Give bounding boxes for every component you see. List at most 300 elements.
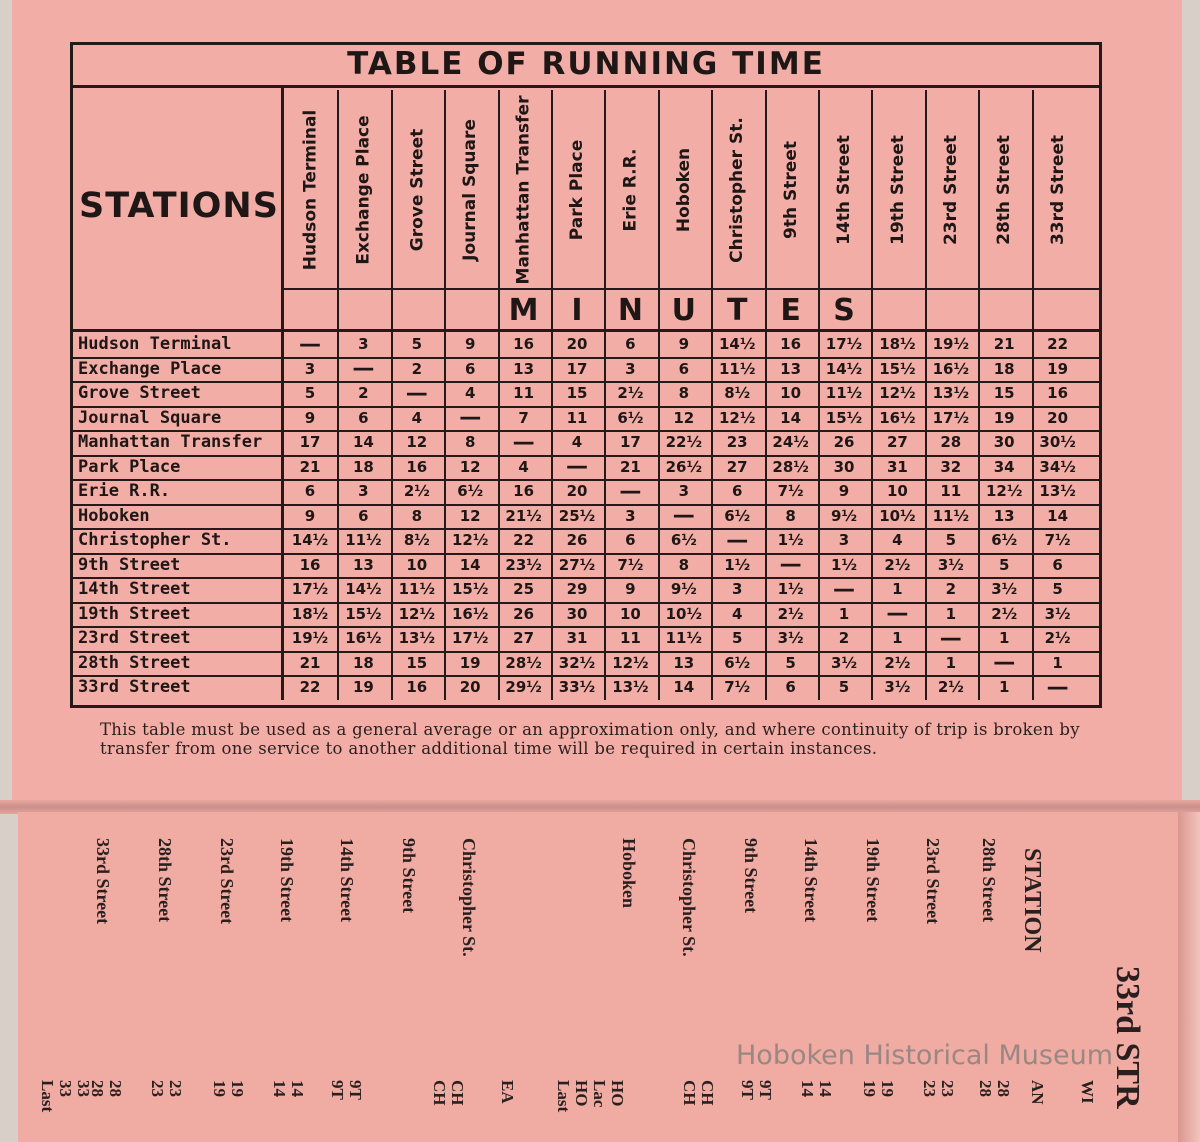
time-cell: 18½ <box>879 335 916 353</box>
time-cell: 6½ <box>991 531 1018 549</box>
timetable-code: CH <box>448 1080 467 1106</box>
museum-watermark: Hoboken Historical Museum <box>736 1040 1114 1071</box>
station-label: 23rd Street <box>923 838 943 925</box>
column-header-label: Hudson Terminal <box>300 109 321 271</box>
table-title: TABLE OF RUNNING TIME <box>70 42 1102 88</box>
time-cell: 3½ <box>1044 604 1071 623</box>
column-header <box>604 92 656 288</box>
time-cell: 20 <box>1047 408 1069 427</box>
time-cell: 19 <box>993 408 1015 427</box>
time-cell: 6 <box>678 359 690 378</box>
time-cell: 3 <box>304 359 316 378</box>
time-cell: 2 <box>358 384 369 402</box>
timetable-code: 14 <box>270 1080 289 1097</box>
station-label: 19th Street <box>277 838 297 923</box>
column-header <box>658 92 710 288</box>
timetable-code: 14 <box>288 1080 307 1097</box>
column-header-label: Grove Street <box>406 128 427 252</box>
station-row-label: Christopher St. <box>78 530 232 550</box>
time-cell: 2 <box>838 629 850 647</box>
column-header <box>711 92 763 288</box>
time-cell: 32½ <box>558 653 596 672</box>
station-row-label: 19th Street <box>78 603 191 624</box>
time-cell: 12½ <box>985 482 1023 500</box>
time-cell: 13½ <box>398 629 435 647</box>
time-cell: 16 <box>406 678 428 696</box>
time-cell: 10 <box>406 555 428 574</box>
time-cell: 28½ <box>772 457 809 476</box>
column-header-label: Hoboken <box>673 147 694 233</box>
timetable-code: 19 <box>210 1080 229 1097</box>
time-cell: — <box>993 650 1016 675</box>
time-cell: — <box>619 478 642 504</box>
column-header <box>1032 92 1084 288</box>
timetable-code: 9T <box>328 1080 347 1100</box>
time-cell: 29 <box>566 580 588 598</box>
time-cell: 19 <box>352 678 374 696</box>
time-cell: 17½ <box>932 408 969 427</box>
time-cell: 19½ <box>932 335 969 353</box>
column-header-label: 14th Street <box>834 135 854 245</box>
time-cell: — <box>726 527 749 553</box>
time-cell: 5 <box>945 531 957 549</box>
time-cell: 19 <box>459 653 481 672</box>
station-label: Hoboken <box>619 838 639 909</box>
time-cell: 2½ <box>403 482 430 500</box>
time-cell: 23½ <box>505 555 542 574</box>
time-cell: 33½ <box>558 678 596 696</box>
time-cell: 30½ <box>1039 433 1076 451</box>
column-header-label: 9th Street <box>780 141 801 239</box>
time-cell: 14 <box>352 433 374 451</box>
time-cell: 1 <box>945 604 957 623</box>
time-cell: 9½ <box>670 580 697 598</box>
time-cell: 11 <box>940 482 962 500</box>
time-cell: 17 <box>299 433 321 451</box>
station-row-label: Exchange Place <box>78 358 222 379</box>
time-cell: 14½ <box>718 335 756 353</box>
time-cell: 20 <box>566 335 588 353</box>
timetable-code: 19 <box>878 1080 897 1097</box>
station-label: Christopher St. <box>679 838 699 957</box>
time-cell: 4 <box>731 604 743 623</box>
time-cell: 3½ <box>777 629 804 647</box>
timetable-code: 9T <box>346 1080 365 1100</box>
time-cell: 11½ <box>398 580 435 598</box>
time-cell: — <box>886 601 909 626</box>
time-cell: 14 <box>1047 506 1069 525</box>
minutes-header-letter: S <box>833 292 855 328</box>
time-cell: 10 <box>619 604 641 623</box>
timetable-code: 14 <box>798 1080 817 1097</box>
time-cell: 27 <box>513 629 535 647</box>
time-cell: 13½ <box>612 678 649 696</box>
time-cell: 10 <box>886 482 908 500</box>
time-cell: 13½ <box>932 384 969 402</box>
time-cell: 9 <box>304 506 316 525</box>
time-cell: 12 <box>406 433 428 451</box>
minutes-header-letter: I <box>571 292 583 328</box>
time-cell: — <box>939 625 962 651</box>
time-cell: 16½ <box>451 604 489 623</box>
time-cell: 2½ <box>991 604 1018 623</box>
minutes-header-letter: E <box>780 292 801 328</box>
station-row-label: Park Place <box>78 456 181 477</box>
time-cell: 8 <box>785 506 796 525</box>
time-cell: 17½ <box>451 629 489 647</box>
time-cell: 18 <box>352 457 374 476</box>
column-header-label: Journal Square <box>460 119 481 261</box>
time-cell: 17 <box>619 433 641 451</box>
timetable-code: 14 <box>816 1080 835 1097</box>
time-cell: 27 <box>726 457 748 476</box>
timetable-code: 28 <box>994 1080 1013 1097</box>
station-label: 33rd Street <box>93 838 113 925</box>
time-cell: 13 <box>352 555 374 574</box>
timetable-code: EA <box>498 1080 517 1104</box>
station-label: Christopher St. <box>459 838 479 957</box>
time-cell: 21 <box>993 335 1015 353</box>
time-cell: 6½ <box>670 531 697 549</box>
time-cell: — <box>1046 674 1069 700</box>
column-header <box>925 92 977 288</box>
station-label: 14th Street <box>337 838 357 923</box>
time-cell: 14½ <box>345 580 382 598</box>
time-cell: 3 <box>678 482 690 500</box>
time-cell: 11½ <box>665 629 702 647</box>
page-edge <box>1178 812 1200 1142</box>
timetable-code: CH <box>430 1080 449 1106</box>
column-header <box>978 92 1030 288</box>
time-cell: — <box>833 576 855 602</box>
station-row-label: Grove Street <box>78 383 201 403</box>
time-cell: 28½ <box>505 653 542 672</box>
time-cell: 19½ <box>291 629 329 647</box>
time-cell: 16 <box>513 335 535 353</box>
time-cell: 14½ <box>825 359 863 378</box>
time-cell: — <box>352 356 375 381</box>
time-cell: 3½ <box>884 678 911 696</box>
time-cell: 17½ <box>291 580 329 598</box>
time-cell: 4 <box>518 457 529 476</box>
column-header <box>444 92 496 288</box>
timetable-code: 9T <box>756 1080 775 1100</box>
time-cell: 15 <box>406 653 428 672</box>
time-cell: 13 <box>673 653 695 672</box>
time-cell: 8 <box>464 433 476 451</box>
time-cell: 18 <box>993 359 1015 378</box>
time-cell: 26 <box>566 531 588 549</box>
column-header <box>765 92 817 288</box>
column-header <box>551 92 603 288</box>
time-cell: 16 <box>299 555 321 574</box>
time-cell: 3 <box>838 531 850 549</box>
time-cell: 6 <box>1052 555 1063 574</box>
time-cell: 17½ <box>825 335 863 353</box>
column-header <box>337 92 389 288</box>
time-cell: 21 <box>299 457 321 476</box>
time-cell: 2½ <box>884 555 911 574</box>
time-cell: 6 <box>625 531 636 549</box>
time-cell: 1½ <box>777 580 804 598</box>
time-cell: 8 <box>678 384 690 402</box>
time-cell: 15 <box>993 384 1015 402</box>
time-cell: 15½ <box>345 604 382 623</box>
time-cell: 26 <box>833 433 855 451</box>
time-cell: 13 <box>780 359 802 378</box>
time-cell: 14 <box>673 678 695 696</box>
time-cell: 16 <box>1047 384 1069 402</box>
timetable-code: 23 <box>148 1080 167 1097</box>
time-cell: 7½ <box>724 678 751 696</box>
timetable-code: 28 <box>88 1080 107 1097</box>
time-cell: 8 <box>411 506 423 525</box>
station-row-label: Journal Square <box>78 407 222 428</box>
time-cell: 3 <box>625 359 636 378</box>
time-cell: 11 <box>513 384 535 402</box>
time-cell: — <box>672 503 695 528</box>
time-cell: 24½ <box>772 433 809 451</box>
column-header-label: Erie R.R. <box>620 148 641 232</box>
timetable-code: 28 <box>106 1080 125 1097</box>
time-cell: 13 <box>513 359 535 378</box>
time-cell: 5 <box>304 384 316 402</box>
time-cell: 3 <box>358 482 369 500</box>
time-cell: 3 <box>625 506 636 525</box>
time-cell: 4 <box>571 433 583 451</box>
time-cell: 3½ <box>937 555 964 574</box>
time-cell: 22 <box>1047 335 1069 353</box>
station-label: 23rd Street <box>217 838 237 925</box>
time-cell: 18½ <box>291 604 329 623</box>
time-cell: 31 <box>566 629 588 647</box>
time-cell: 30 <box>833 457 855 476</box>
time-cell: 12½ <box>612 653 649 672</box>
time-cell: 1 <box>1052 653 1063 672</box>
time-cell: 6 <box>358 408 369 427</box>
time-cell: 12½ <box>718 408 756 427</box>
time-cell: 21 <box>619 457 641 476</box>
time-cell: 2½ <box>1044 629 1071 647</box>
time-cell: 21½ <box>505 506 542 525</box>
time-cell: 11½ <box>932 506 969 525</box>
time-cell: 27½ <box>558 555 596 574</box>
station-row-label: Erie R.R. <box>78 481 171 501</box>
time-cell: 9½ <box>831 506 857 525</box>
time-cell: 29½ <box>505 678 542 696</box>
column-header-label: 28th Street <box>994 135 1015 245</box>
time-cell: 15½ <box>879 359 916 378</box>
time-cell: 2½ <box>937 678 964 696</box>
time-cell: 9 <box>625 580 636 598</box>
time-cell: 7½ <box>777 482 804 500</box>
station-label: 9th Street <box>399 838 419 914</box>
table-note: This table must be used as a general average or an approximation only, and where continuity of trip is broken by transfer from one service to another additional time will be required in certain instances. <box>100 720 1080 758</box>
time-cell: 6 <box>304 482 316 500</box>
time-cell: 15½ <box>451 580 489 598</box>
timetable-code: WI <box>1078 1080 1097 1104</box>
time-cell: 11 <box>619 629 641 647</box>
time-cell: 16½ <box>932 359 969 378</box>
time-cell: 5 <box>411 335 423 353</box>
time-cell: 7 <box>518 408 529 427</box>
time-cell: 7½ <box>617 555 644 574</box>
time-cell: 3½ <box>991 580 1018 598</box>
time-cell: 11½ <box>825 384 863 402</box>
time-cell: 31 <box>886 457 908 476</box>
time-cell: 10½ <box>879 506 916 525</box>
time-cell: 25½ <box>558 506 596 525</box>
time-cell: 4 <box>411 408 423 427</box>
time-cell: 7½ <box>1044 531 1071 549</box>
time-cell: 11½ <box>345 531 382 549</box>
timetable-code: 9T <box>738 1080 757 1100</box>
minutes-header-letter: U <box>671 292 696 328</box>
time-cell: 6 <box>625 335 636 353</box>
station-label: 28th Street <box>979 838 999 923</box>
time-cell: 1 <box>998 629 1010 647</box>
time-cell: 16½ <box>345 629 382 647</box>
timetable-code: 23 <box>166 1080 185 1097</box>
time-cell: 25 <box>513 580 535 598</box>
time-cell: — <box>566 454 588 479</box>
time-cell: 11 <box>566 408 588 427</box>
time-cell: 9 <box>464 335 476 353</box>
time-cell: 6½ <box>617 408 644 427</box>
time-cell: 2 <box>945 580 957 598</box>
column-header <box>284 92 336 288</box>
time-cell: 6½ <box>457 482 484 500</box>
time-cell: 14 <box>459 555 481 574</box>
time-cell: 14½ <box>291 531 329 549</box>
column-header-label: 23rd Street <box>940 134 961 246</box>
time-cell: 21 <box>299 653 321 672</box>
column-header-label: Christopher St. <box>727 117 748 263</box>
time-cell: 3 <box>358 335 369 353</box>
station-row-label: 28th Street <box>78 652 191 673</box>
time-cell: 8½ <box>403 531 430 549</box>
timetable-code: 19 <box>860 1080 879 1097</box>
time-cell: 14 <box>780 408 802 427</box>
time-cell: 32 <box>940 457 962 476</box>
time-cell: 12 <box>673 408 695 427</box>
time-cell: 9 <box>678 335 690 353</box>
column-header-label: 19th Street <box>887 135 908 245</box>
station-row-label: 9th Street <box>78 554 181 575</box>
station-row-label: Hoboken <box>78 505 150 526</box>
time-cell: 2½ <box>777 604 804 623</box>
time-cell: 22 <box>513 531 535 549</box>
time-cell: 20 <box>566 482 588 500</box>
time-cell: 1 <box>945 653 957 672</box>
time-cell: 2½ <box>884 653 911 672</box>
time-cell: 6½ <box>724 506 751 525</box>
time-cell: — <box>459 405 482 430</box>
timetable-code: 23 <box>920 1080 939 1097</box>
time-cell: 5 <box>1052 580 1063 598</box>
timetable-code: CH <box>698 1080 717 1106</box>
time-cell: 3 <box>731 580 743 598</box>
station-label: 28th Street <box>155 838 175 923</box>
header-divider <box>284 288 1099 290</box>
time-cell: 1½ <box>831 555 857 574</box>
time-cell: 1½ <box>777 531 804 549</box>
time-cell: 13½ <box>1039 482 1076 500</box>
time-cell: 15½ <box>825 408 863 427</box>
time-cell: 1 <box>998 678 1010 696</box>
time-cell: 1 <box>838 604 850 623</box>
time-cell: 3½ <box>831 653 857 672</box>
timetable-code: CH <box>680 1080 699 1106</box>
station-row-label: 14th Street <box>78 579 191 599</box>
timetable-code: AN <box>1028 1080 1047 1105</box>
bottom-page-title: 33rd STR <box>1109 966 1146 1109</box>
timetable-code: 28 <box>976 1080 995 1097</box>
timetable-code: 33 <box>56 1080 75 1097</box>
time-cell: 16 <box>780 335 802 353</box>
time-cell: 5 <box>998 555 1010 574</box>
column-header-label: Exchange Place <box>353 115 374 265</box>
time-cell: 12½ <box>398 604 435 623</box>
time-cell: 10 <box>780 384 802 402</box>
time-cell: — <box>512 429 535 455</box>
time-cell: 6 <box>464 359 476 378</box>
time-cell: 6 <box>785 678 796 696</box>
time-cell: 2 <box>411 359 423 378</box>
timetable-code: Last <box>554 1080 573 1113</box>
time-cell: 15 <box>566 384 588 402</box>
time-cell: 12½ <box>451 531 489 549</box>
time-cell: 4 <box>464 384 476 402</box>
column-header <box>871 92 923 288</box>
timetable-code: HO <box>608 1080 627 1107</box>
time-cell: — <box>299 331 321 357</box>
timetable-code: 23 <box>938 1080 957 1097</box>
time-cell: 1 <box>892 580 903 598</box>
time-cell: 30 <box>993 433 1015 451</box>
time-cell: 18 <box>352 653 374 672</box>
time-cell: 34 <box>993 457 1015 476</box>
station-label: 9th Street <box>741 838 761 914</box>
column-header-label: Park Place <box>567 139 588 241</box>
timetable-code: Last <box>38 1080 57 1113</box>
minutes-header-letter: T <box>726 292 748 328</box>
station-row-label: 33rd Street <box>78 677 191 697</box>
minutes-header-letter: M <box>508 292 539 328</box>
time-cell: 22½ <box>665 433 702 451</box>
time-cell: 28 <box>940 433 962 451</box>
time-cell: 16 <box>406 457 428 476</box>
time-cell: 1 <box>892 629 903 647</box>
time-cell: 12 <box>459 506 481 525</box>
station-row-label: Manhattan Transfer <box>78 432 263 452</box>
time-cell: 27 <box>886 433 908 451</box>
station-column-header: STATION <box>1019 848 1045 953</box>
timetable-code: 33 <box>74 1080 93 1097</box>
column-header-label: Manhattan Transfer <box>513 95 534 285</box>
time-cell: 10½ <box>665 604 702 623</box>
stations-header: STATIONS <box>79 186 279 226</box>
station-row-label: Hudson Terminal <box>78 334 232 354</box>
time-cell: — <box>779 552 802 577</box>
timetable-code: HO <box>572 1080 591 1107</box>
column-header <box>391 92 443 288</box>
station-label: 19th Street <box>863 838 883 923</box>
time-cell: 2½ <box>617 384 644 402</box>
time-cell: 6 <box>731 482 743 500</box>
time-cell: 26½ <box>665 457 702 476</box>
column-header-label: 33rd Street <box>1047 134 1068 246</box>
